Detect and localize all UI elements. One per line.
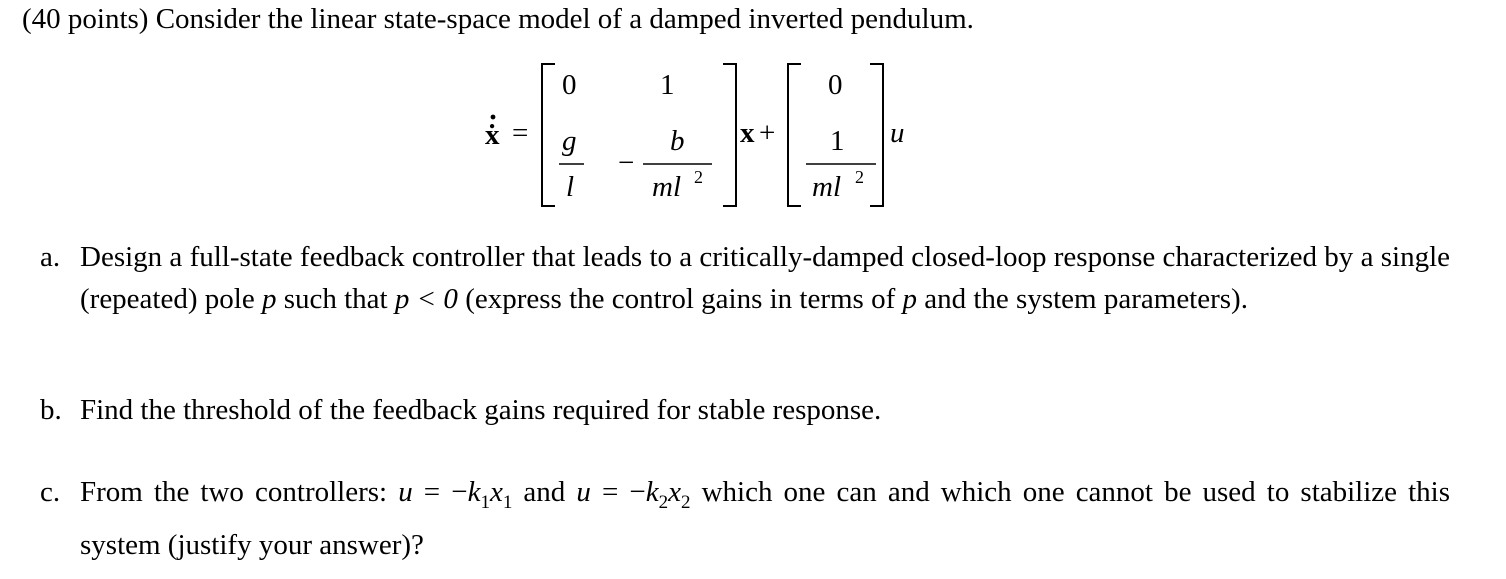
controller-1-x-subscript: 1 xyxy=(502,492,513,513)
part-a-text xyxy=(80,236,1450,320)
controller-2 xyxy=(576,476,691,513)
matrix-a-entry-12: 1 xyxy=(660,69,675,101)
part-b-text: Find the threshold of the feedback gains required for stable response. xyxy=(80,394,882,426)
matrix-b-left-bracket xyxy=(788,64,801,206)
input-u: u xyxy=(890,117,905,149)
matrix-b-entry-1: 0 xyxy=(828,69,843,101)
pole-symbol-2: p xyxy=(902,283,917,315)
part-a-text-3: (express the control gains in terms of xyxy=(465,283,896,315)
pole-condition: p < 0 xyxy=(394,283,458,315)
matrix-a-right-bracket xyxy=(723,64,736,206)
matrix-a-entry-22-numerator: b xyxy=(670,125,685,157)
part-a-text-1: Design a full-state feedback controller that leads to a critically-damped closed-loop response characterized by a single (repeated) pole xyxy=(80,241,1450,315)
part-c-text-1: From the two controllers: xyxy=(80,476,388,508)
part-c-text xyxy=(80,471,1450,566)
part-c xyxy=(40,471,1450,566)
controller-1-k-subscript: 1 xyxy=(480,492,490,513)
controller-1-k: k xyxy=(467,476,481,508)
matrix-b-entry-2-denominator: ml xyxy=(812,171,841,203)
controller-2-x: x xyxy=(668,476,681,508)
pole-symbol: p xyxy=(261,283,277,315)
part-a xyxy=(40,236,1450,320)
matrix-a-entry-11: 0 xyxy=(562,69,577,101)
state-space-equation xyxy=(0,0,1506,230)
plus-sign: + xyxy=(759,117,776,149)
equals-sign: = xyxy=(512,117,529,149)
controller-1 xyxy=(398,476,513,513)
controller-1-equals: = − xyxy=(412,476,468,508)
matrix-a-entry-21-denominator: l xyxy=(566,171,575,203)
matrix-b-right-bracket xyxy=(870,64,883,206)
state-derivative: ẋ xyxy=(485,119,500,151)
part-b xyxy=(40,389,1450,431)
part-b-marker: b. xyxy=(40,394,62,426)
controller-1-x: x xyxy=(489,476,503,508)
part-c-marker: c. xyxy=(40,476,61,508)
matrix-a-entry-21-numerator: g xyxy=(562,125,577,157)
matrix-b-entry-2-numerator: 1 xyxy=(830,125,845,157)
state-vector: x xyxy=(740,117,755,149)
matrix-a-entry-22-sign: − xyxy=(618,147,635,179)
problem-intro: (40 points) Consider the linear state-space model of a damped inverted pendulum. xyxy=(22,3,974,35)
controller-2-equals: = − xyxy=(590,476,646,508)
matrix-a-entry-22-exponent: 2 xyxy=(694,167,703,187)
controller-1-u: u xyxy=(398,476,413,508)
part-a-marker: a. xyxy=(40,241,61,273)
part-c-and: and xyxy=(523,476,566,508)
matrix-a-entry-22-denominator: ml xyxy=(652,171,681,203)
controller-2-u: u xyxy=(576,476,591,508)
part-a-text-4: and the system parameters). xyxy=(924,283,1248,315)
matrix-a-left-bracket xyxy=(542,64,555,206)
matrix-brackets-and-fraction-bars xyxy=(0,0,1506,230)
controller-2-x-subscript: 2 xyxy=(681,492,691,513)
part-c-text-2: which one can and which one cannot be used to stabilize this system (justify your answer)? xyxy=(80,476,1451,561)
matrix-b-entry-2-exponent: 2 xyxy=(855,167,864,187)
controller-2-k-subscript: 2 xyxy=(658,492,669,513)
part-a-text-2: such that xyxy=(283,283,388,315)
controller-2-k: k xyxy=(645,476,659,508)
